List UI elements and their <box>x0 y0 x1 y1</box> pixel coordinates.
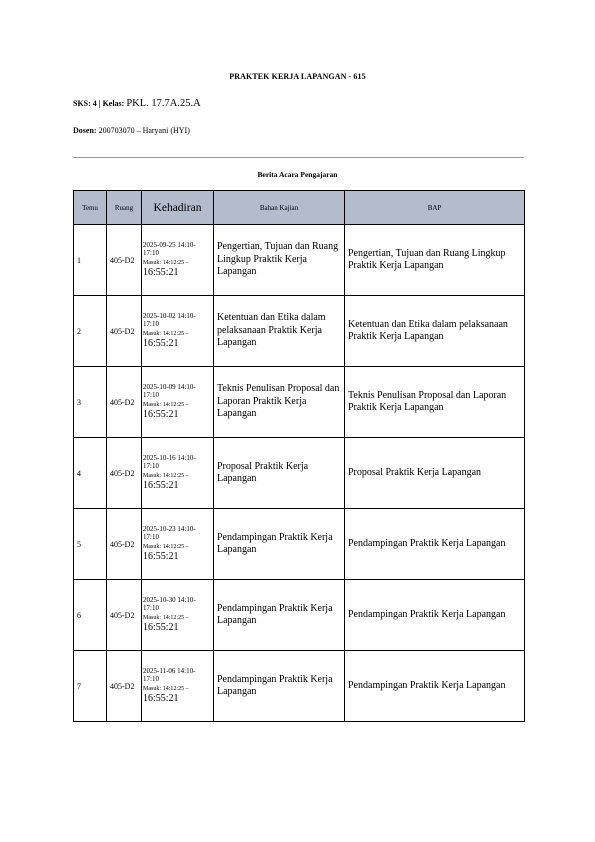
kelas-value: PKL. 17.7A.25.A <box>126 98 201 109</box>
masuk-label: Masuk: <box>143 543 161 550</box>
attendance <box>142 580 214 651</box>
sks-value: 4 <box>92 99 97 108</box>
header-temu: Temu <box>74 191 107 225</box>
table-body <box>74 225 525 722</box>
kelas-label: Kelas: <box>102 99 125 108</box>
table-row <box>74 651 525 722</box>
attendance <box>142 367 214 438</box>
room: 405-D2 <box>107 367 142 438</box>
bap-entry: Ketentuan dan Etika dalam pelaksanaan Praktik Kerja Lapangan <box>345 296 525 367</box>
study-material: Proposal Praktik Kerja Lapangan <box>214 438 345 509</box>
masuk-start: 14:12:25 – <box>162 543 189 550</box>
table-row <box>74 438 525 509</box>
masuk-start: 14:12:25 – <box>162 330 189 337</box>
attendance <box>142 509 214 580</box>
masuk-end: 16:55:21 <box>143 693 179 705</box>
session-datetime: 2025-09-25 14:10-17:10 <box>143 240 196 258</box>
bap-entry: Pengertian, Tujuan dan Ruang Lingkup Praktik Kerja Lapangan <box>345 225 525 296</box>
masuk-end: 16:55:21 <box>143 551 179 563</box>
room: 405-D2 <box>107 580 142 651</box>
masuk-start: 14:12:25 – <box>162 472 189 479</box>
teaching-report-table <box>73 190 525 722</box>
table-row <box>74 580 525 651</box>
bap-entry: Pendampingan Praktik Kerja Lapangan <box>345 651 525 722</box>
masuk-start: 14:12:25 – <box>162 401 189 408</box>
header-ruang: Ruang <box>107 191 142 225</box>
table-row <box>74 367 525 438</box>
masuk-label: Masuk: <box>143 401 161 408</box>
attendance <box>142 296 214 367</box>
masuk-label: Masuk: <box>143 472 161 479</box>
study-material: Pendampingan Praktik Kerja Lapangan <box>214 509 345 580</box>
meeting-number: 3 <box>74 367 107 438</box>
room: 405-D2 <box>107 509 142 580</box>
bap-entry: Proposal Praktik Kerja Lapangan <box>345 438 525 509</box>
study-material: Pengertian, Tujuan dan Ruang Lingkup Praktik Kerja Lapangan <box>214 225 345 296</box>
attendance <box>142 651 214 722</box>
masuk-label: Masuk: <box>143 259 161 266</box>
masuk-end: 16:55:21 <box>143 480 179 492</box>
bap-entry: Pendampingan Praktik Kerja Lapangan <box>345 580 525 651</box>
table-row <box>74 225 525 296</box>
meeting-number: 7 <box>74 651 107 722</box>
masuk-start: 14:12:25 – <box>162 614 189 621</box>
section-title: Berita Acara Pengajaran <box>257 170 338 179</box>
masuk-start: 14:12:25 – <box>162 259 189 266</box>
document-title: PRAKTEK KERJA LAPANGAN - 615 <box>229 72 366 81</box>
meeting-number: 4 <box>74 438 107 509</box>
masuk-end: 16:55:21 <box>143 409 179 421</box>
horizontal-divider <box>73 157 524 158</box>
dosen-value: 200703070 – Haryani (HYI) <box>98 126 190 135</box>
table-row <box>74 509 525 580</box>
sks-label: SKS: <box>73 99 91 108</box>
study-material: Pendampingan Praktik Kerja Lapangan <box>214 651 345 722</box>
room: 405-D2 <box>107 651 142 722</box>
meeting-number: 2 <box>74 296 107 367</box>
meeting-number: 6 <box>74 580 107 651</box>
session-datetime: 2025-11-06 14:10-17:10 <box>143 666 196 684</box>
class-info-line <box>73 98 201 109</box>
attendance <box>142 438 214 509</box>
room: 405-D2 <box>107 438 142 509</box>
masuk-end: 16:55:21 <box>143 622 179 634</box>
room: 405-D2 <box>107 296 142 367</box>
study-material: Ketentuan dan Etika dalam pelaksanaan Praktik Kerja Lapangan <box>214 296 345 367</box>
header-bap: BAP <box>345 191 525 225</box>
study-material: Teknis Penulisan Proposal dan Laporan Praktik Kerja Lapangan <box>214 367 345 438</box>
attendance <box>142 225 214 296</box>
header-kehadiran: Kehadiran <box>142 191 214 225</box>
session-datetime: 2025-10-23 14:10-17:10 <box>143 524 196 542</box>
lecturer-info-line <box>73 126 190 135</box>
masuk-label: Masuk: <box>143 685 161 692</box>
bap-entry: Teknis Penulisan Proposal dan Laporan Praktik Kerja Lapangan <box>345 367 525 438</box>
meeting-number: 1 <box>74 225 107 296</box>
session-datetime: 2025-10-02 14:10-17:10 <box>143 311 196 329</box>
masuk-end: 16:55:21 <box>143 338 179 350</box>
table-header-row <box>74 191 525 225</box>
session-datetime: 2025-10-16 14:10-17:10 <box>143 453 196 471</box>
session-datetime: 2025-10-30 14:10-17:10 <box>143 595 196 613</box>
masuk-label: Masuk: <box>143 330 161 337</box>
session-datetime: 2025-10-09 14:10-17:10 <box>143 382 196 400</box>
bap-entry: Pendampingan Praktik Kerja Lapangan <box>345 509 525 580</box>
study-material: Pendampingan Praktik Kerja Lapangan <box>214 580 345 651</box>
header-bahan-kajian: Bahan Kajian <box>214 191 345 225</box>
masuk-end: 16:55:21 <box>143 267 179 279</box>
separator: | <box>98 99 101 108</box>
dosen-label: Dosen: <box>73 126 97 135</box>
room: 405-D2 <box>107 225 142 296</box>
table-row <box>74 296 525 367</box>
masuk-label: Masuk: <box>143 614 161 621</box>
meeting-number: 5 <box>74 509 107 580</box>
masuk-start: 14:12:25 – <box>162 685 189 692</box>
